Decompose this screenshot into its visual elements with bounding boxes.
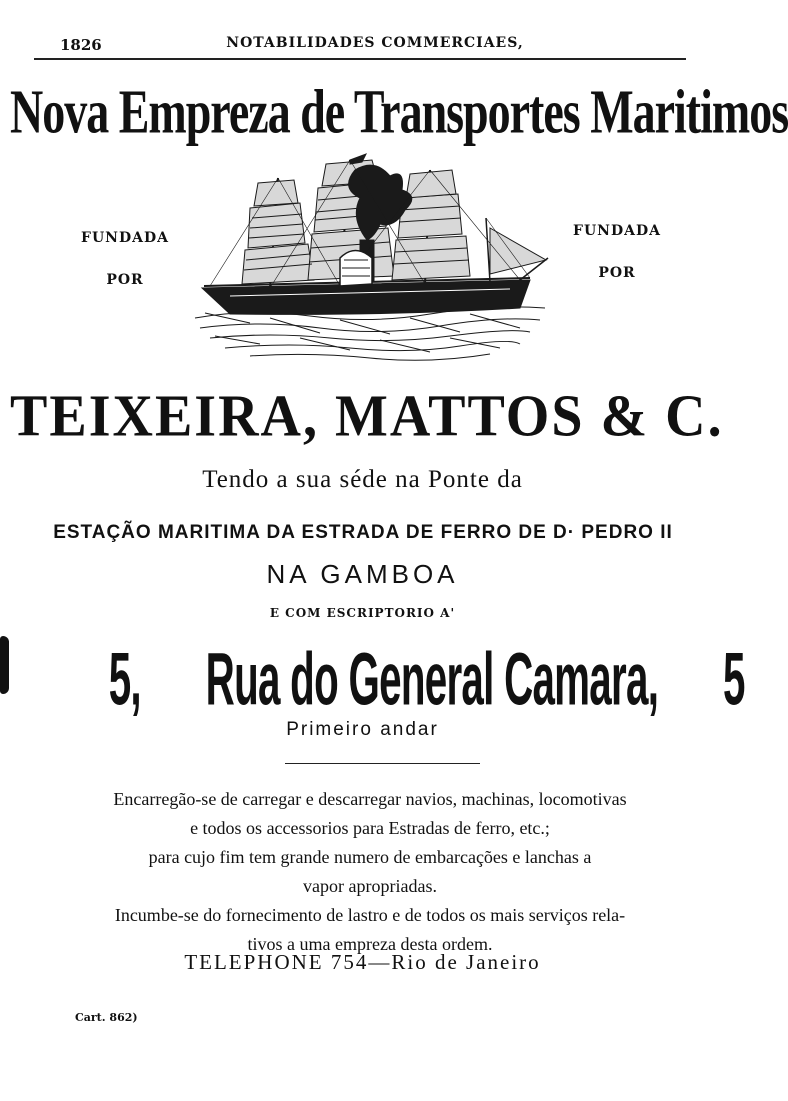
sea-waves-icon: [195, 307, 545, 360]
seat-location-line: Tendo a sua séde na Ponte da: [202, 466, 523, 493]
services-line: Encarregão-se de carregar e descarregar navios, machinas, locomotivas: [113, 789, 627, 809]
services-line: para cujo fim tem grande numero de embarcações e lanchas a: [148, 847, 592, 867]
services-line: e todos os accessorios para Estradas de ferro, etc.;: [190, 818, 550, 838]
founded-by-left: POR: [106, 272, 144, 288]
services-line: tivos a uma empreza desta ordem.: [247, 934, 493, 954]
header-rule: [34, 58, 686, 60]
telephone-line: TELEPHONE 754—Rio de Janeiro: [184, 950, 541, 974]
services-paragraph: [40, 785, 700, 959]
services-line: vapor apropriadas.: [303, 876, 437, 896]
office-line: E COM ESCRIPTORIO A': [269, 606, 456, 620]
steamship-icon: [190, 148, 550, 366]
location-line: NA GAMBOA: [266, 559, 459, 589]
address-street: Rua do General Camara,: [205, 637, 659, 721]
divider-rule: [285, 763, 480, 764]
page-number: 1826: [60, 36, 102, 54]
firm-name: TEIXEIRA, MATTOS & C.: [10, 384, 724, 450]
company-title: Nova Empreza de Transportes Maritimos: [10, 77, 788, 147]
address-number-right: 5: [722, 637, 745, 721]
founded-label-right: FUNDADA: [573, 223, 661, 239]
founded-by-right: POR: [598, 265, 636, 281]
footnote-reference: Cart. 862): [75, 1011, 138, 1024]
station-line: ESTAÇÃO MARITIMA DA ESTRADA DE FERRO DE D· PEDRO II: [53, 522, 673, 543]
running-title: NOTABILIDADES COMMERCIAES,: [226, 35, 524, 51]
address-number-left: 5,: [108, 637, 141, 721]
floor-line: Primeiro andar: [286, 719, 439, 740]
street-address: [108, 636, 745, 722]
founded-label-left: FUNDADA: [81, 230, 169, 246]
services-line: Incumbe-se do fornecimento de lastro e de todos os mais serviços rela-: [114, 905, 626, 925]
ink-smudge: [0, 636, 9, 694]
